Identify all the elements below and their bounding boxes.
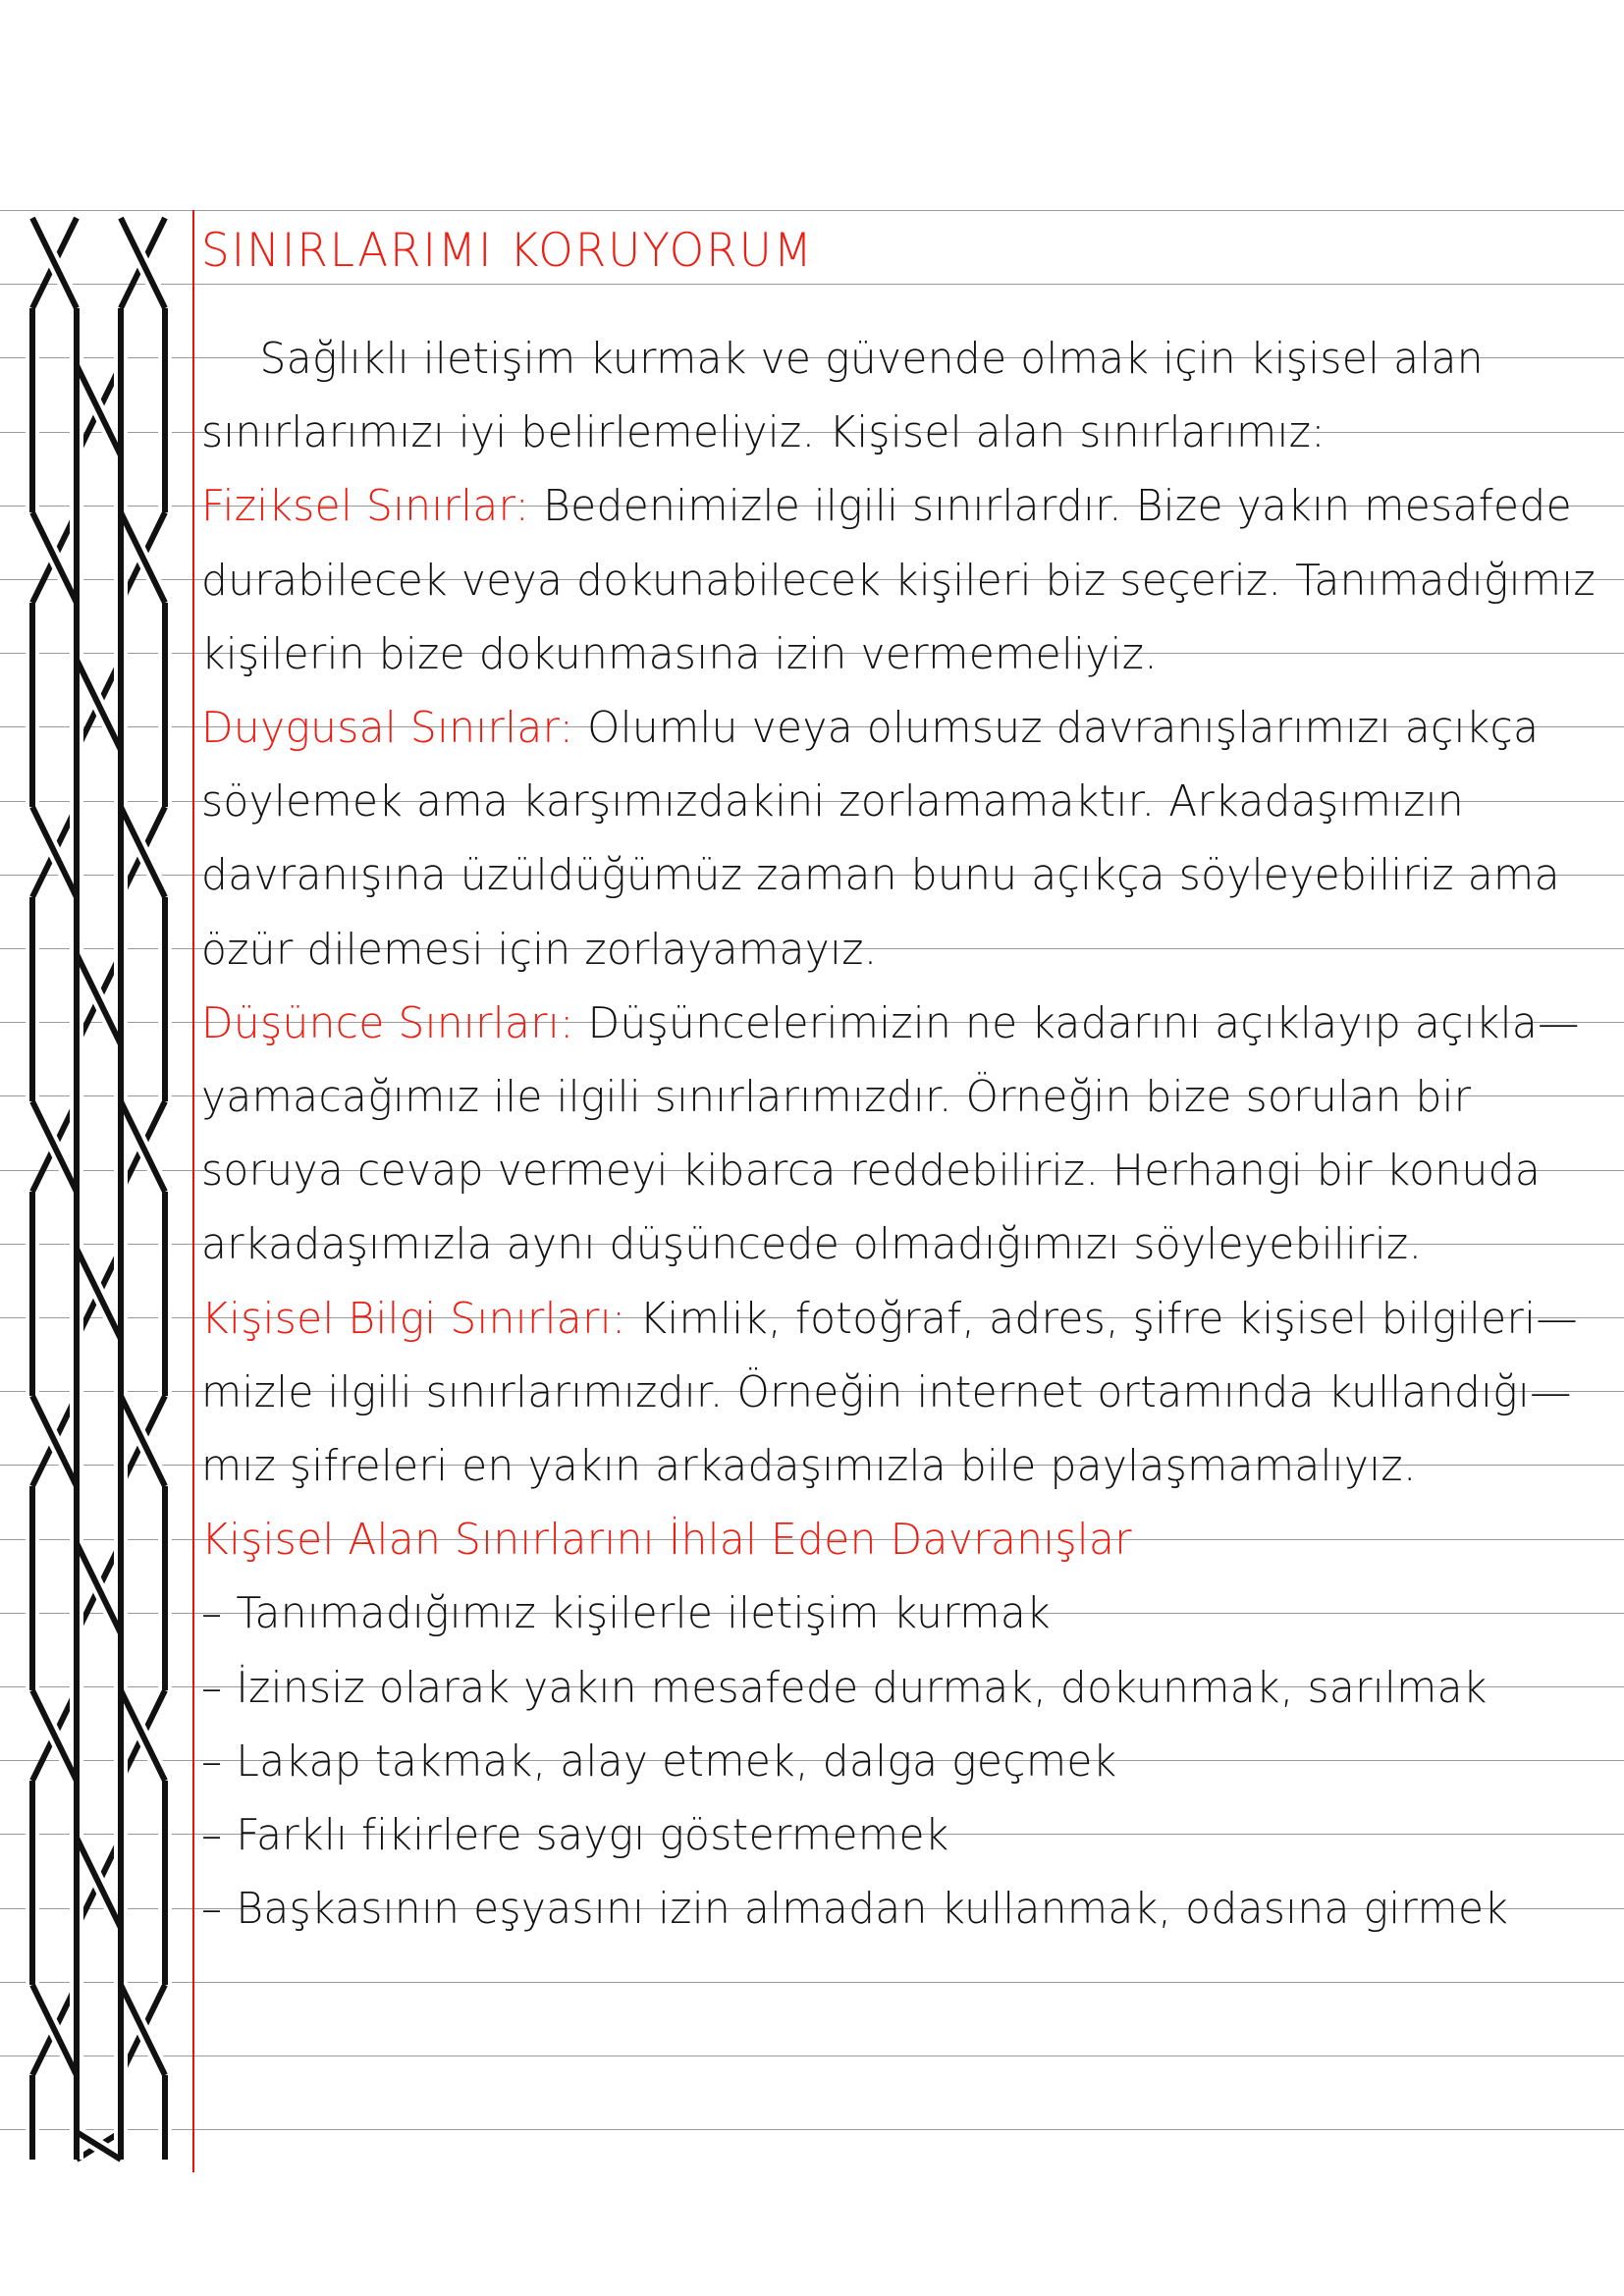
paragraph-line: [201, 1441, 1417, 1491]
paragraph-line: [201, 556, 1596, 606]
list-item-label: Tanımadığımız kişilerle iletişim kurmak: [236, 1588, 1051, 1638]
inline-heading-label: Kişisel Bilgi Sınırları:: [201, 1294, 626, 1344]
braided-margin-decoration: [0, 0, 206, 2296]
body-text-run: mız şifreleri en yakın arkadaşımızla bile paylaşmamalıyız.: [201, 1441, 1417, 1491]
paragraph-line: [201, 776, 1464, 827]
body-text-run: kişilerin bize dokunmasına izin vermemeliyiz.: [201, 629, 1159, 679]
list-item: [201, 1663, 1488, 1713]
paragraph-line: [201, 407, 1326, 457]
list-item-label: Başkasının eşyasını izin almadan kullanmak, odasına girmek: [236, 1884, 1509, 1934]
body-text-run: Sağlıklı iletişim kurmak ve güvende olmak için kişisel alan: [259, 334, 1484, 384]
paragraph-line: [201, 1072, 1472, 1122]
list-item: [201, 1810, 949, 1860]
paragraph-line: [201, 1367, 1572, 1417]
inline-heading-label: Fiziksel Sınırlar:: [201, 481, 530, 531]
list-bullet-dash-icon: –: [201, 1884, 237, 1934]
paragraph-line: [201, 703, 1539, 753]
body-text-run: davranışına üzüldüğümüz zaman bunu açıkça söyleyebiliriz ama: [201, 850, 1560, 900]
body-text-run: mizle ilgili sınırlarımızdır. Örneğin internet ortamında kullandığı—: [201, 1367, 1572, 1417]
paragraph-line: [201, 629, 1158, 679]
paragraph-line: [201, 1294, 1578, 1344]
body-text-run: durabilecek veya dokunabilecek kişileri biz seçeriz. Tanımadığımız: [201, 556, 1597, 606]
ruled-line: [0, 210, 1624, 211]
body-text-run: özür dilemesi için zorlayamayız.: [201, 925, 878, 975]
ruled-line: [0, 1982, 1624, 1983]
ruled-line: [0, 2129, 1624, 2130]
paragraph-line: [201, 1219, 1422, 1269]
body-text-run: söylemek ama karşımızdakini zorlamamaktır. Arkadaşımızın: [201, 776, 1465, 827]
paragraph-line: [201, 1146, 1541, 1196]
list-heading: [201, 1515, 1132, 1565]
list-item: [201, 1884, 1508, 1934]
body-text-run: soruya cevap vermeyi kibarca reddebiliriz. Herhangi bir konuda: [201, 1146, 1542, 1196]
list-bullet-dash-icon: –: [201, 1588, 237, 1638]
body-text-run: yamacağımız ile ilgili sınırlarımızdır. Örneğin bize sorulan bir: [201, 1072, 1472, 1122]
paragraph-line: [201, 998, 1580, 1048]
body-text-run: Düşüncelerimizin ne kadarını açıklayıp açıkla—: [573, 998, 1580, 1048]
list-bullet-dash-icon: –: [201, 1810, 237, 1860]
paragraph-line: [201, 850, 1560, 900]
paragraph-line: [201, 925, 878, 975]
list-item: [201, 1588, 1051, 1638]
ruled-line: [0, 284, 1624, 285]
body-text-run: arkadaşımızla aynı düşüncede olmadığımızı söyleyebiliriz.: [201, 1219, 1423, 1269]
page-title: SINIRLARIMI KORUYORUM: [201, 224, 814, 278]
list-item-label: İzinsiz olarak yakın mesafede durmak, dokunmak, sarılmak: [236, 1663, 1488, 1713]
paragraph-line: [201, 481, 1572, 531]
list-bullet-dash-icon: –: [201, 1736, 237, 1787]
list-item: [201, 1736, 1117, 1787]
margin-rule-upper: [192, 210, 194, 1426]
list-item-label: Farklı fikirlere saygı göstermemek: [236, 1810, 949, 1860]
body-text-run: Bedenimizle ilgili sınırlardır. Bize yakın mesafede: [529, 481, 1573, 531]
margin-rule-lower: [192, 1426, 194, 2172]
list-item-label: Lakap takmak, alay etmek, dalga geçmek: [236, 1736, 1117, 1787]
list-bullet-dash-icon: –: [201, 1663, 237, 1713]
paragraph-line: [201, 334, 1484, 384]
inline-heading-label: Düşünce Sınırları:: [201, 998, 574, 1048]
inline-heading-label: Kişisel Alan Sınırlarını İhlal Eden Davranışlar: [201, 1515, 1133, 1565]
body-text-run: Olumlu veya olumsuz davranışlarımızı açıkça: [573, 703, 1540, 753]
inline-heading-label: Duygusal Sınırlar:: [201, 703, 574, 753]
body-text-run: sınırlarımızı iyi belirlemeliyiz. Kişisel alan sınırlarımız:: [201, 407, 1326, 457]
body-text-run: Kimlik, fotoğraf, adres, şifre kişisel bilgileri—: [625, 1294, 1578, 1344]
